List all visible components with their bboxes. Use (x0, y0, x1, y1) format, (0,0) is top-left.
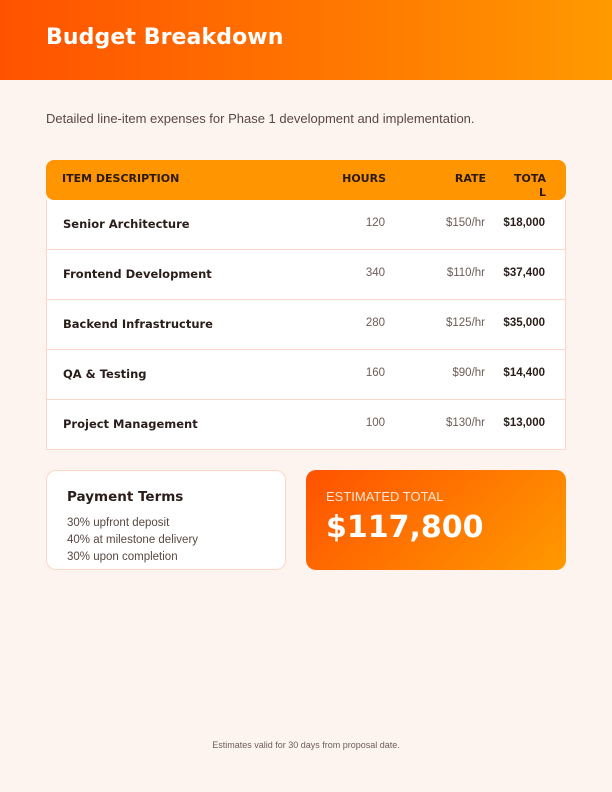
column-header-description: ITEM DESCRIPTION (62, 172, 180, 185)
table-row (46, 350, 566, 400)
table-header (46, 160, 566, 200)
payment-term-item: 30% upon completion (67, 551, 178, 563)
page-header (0, 0, 612, 80)
payment-terms-list (67, 515, 198, 566)
payment-terms-card (46, 470, 286, 570)
page-title: Budget Breakdown (46, 25, 284, 50)
footer-note: Estimates valid for 30 days from proposal date. (212, 740, 400, 750)
cell-hours: 100 (365, 417, 385, 429)
cell-total: $37,400 (503, 267, 545, 279)
cell-hours: 340 (365, 267, 385, 279)
estimated-total-label: ESTIMATED TOTAL (326, 489, 444, 504)
estimated-total-value: $117,800 (326, 510, 484, 545)
payment-terms-title: Payment Terms (67, 489, 184, 505)
cell-total: $13,000 (503, 417, 545, 429)
column-header-rate: RATE (454, 172, 486, 185)
column-header-hours: HOURS (342, 172, 386, 185)
cell-description: Backend Infrastructure (63, 317, 213, 331)
cell-rate: $150/hr (445, 217, 485, 229)
cell-description: Project Management (63, 417, 198, 431)
cell-hours: 160 (365, 367, 385, 379)
cell-description: QA & Testing (63, 367, 147, 381)
intro-text: Detailed line-item expenses for Phase 1 development and implementation. (46, 111, 475, 126)
cell-total: $35,000 (503, 317, 545, 329)
cell-total: $14,400 (503, 367, 545, 379)
cell-total: $18,000 (503, 217, 545, 229)
table-row (46, 250, 566, 300)
table-row (46, 300, 566, 350)
payment-term-item: 40% at milestone delivery (67, 534, 199, 546)
cell-rate: $110/hr (446, 267, 485, 279)
budget-table (46, 160, 566, 450)
column-header-total: TOTAL (513, 172, 546, 199)
cell-rate: $130/hr (445, 417, 485, 429)
estimated-total-card (306, 470, 566, 570)
cell-description: Senior Architecture (63, 217, 190, 231)
cell-description: Frontend Development (63, 267, 212, 281)
table-row (46, 400, 566, 450)
cell-hours: 120 (365, 217, 385, 229)
cell-hours: 280 (365, 317, 385, 329)
cell-rate: $90/hr (452, 367, 485, 379)
table-row (46, 200, 566, 250)
cell-rate: $125/hr (445, 317, 485, 329)
payment-term-item: 30% upfront deposit (67, 517, 170, 529)
